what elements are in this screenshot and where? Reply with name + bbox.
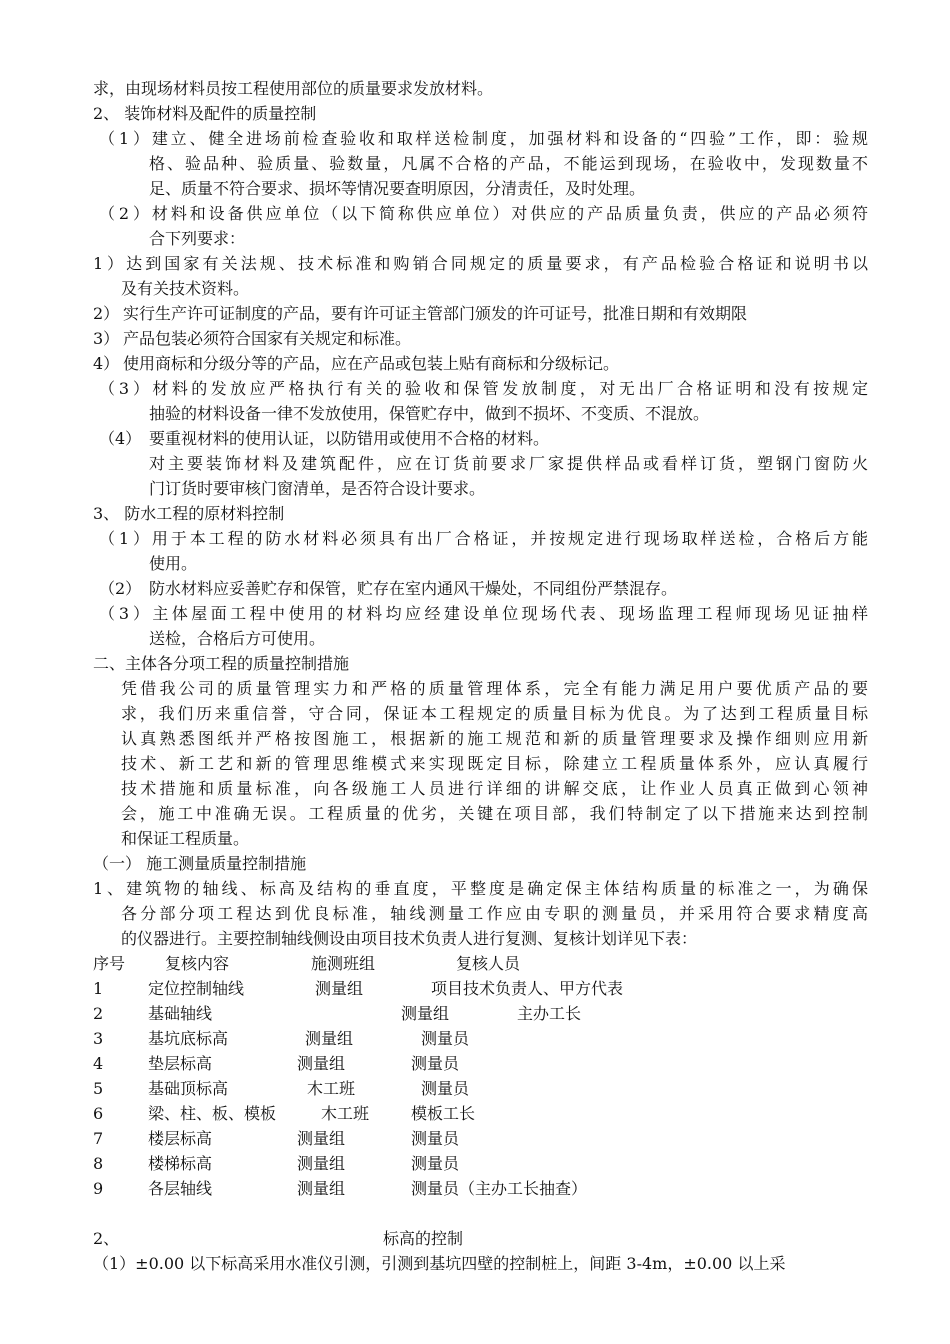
item-text: 材料的发放应严格执行有关的验收和保管发放制度，对无出厂合格证明和没有按规定 xyxy=(149,379,868,398)
cell-content: 楼层标高 xyxy=(148,1129,213,1148)
item-text: 防水材料应妥善贮存和保管，贮存在室内通风干燥处，不同组份严禁混存。 xyxy=(149,579,678,598)
cell-team: 测量组 xyxy=(401,1004,450,1023)
item-label: （3） xyxy=(99,604,149,623)
cell-reviewer: 测量员（主办工长抽查） xyxy=(411,1179,588,1198)
cell-content: 基坑底标高 xyxy=(148,1029,229,1048)
table-row xyxy=(93,1076,868,1101)
table-row xyxy=(93,1001,868,1026)
section-heading: 2、 装饰材料及配件的质量控制 xyxy=(93,104,317,123)
table-row xyxy=(93,976,868,1001)
cell-reviewer: 项目技术负责人、甲方代表 xyxy=(431,979,624,998)
col-header-content: 复核内容 xyxy=(165,954,230,973)
cell-seq: 9 xyxy=(93,1179,104,1198)
section-heading: 3、 防水工程的原材料控制 xyxy=(93,504,285,523)
list-item-paren-3 xyxy=(93,601,868,626)
cell-seq: 6 xyxy=(93,1104,104,1123)
cell-seq: 5 xyxy=(93,1079,104,1098)
cell-seq: 3 xyxy=(93,1029,104,1048)
table-row xyxy=(93,1176,868,1201)
section-heading xyxy=(93,1226,868,1251)
cell-reviewer: 测量员 xyxy=(411,1154,460,1173)
item-label: （1） xyxy=(99,529,149,548)
list-item-num-4 xyxy=(93,351,868,376)
table-row xyxy=(93,1026,868,1051)
cell-reviewer: 测量员 xyxy=(411,1129,460,1148)
cell-team: 测量组 xyxy=(297,1154,346,1173)
cell-team: 测量组 xyxy=(315,979,364,998)
subsection-heading: （一） 施工测量质量控制措施 xyxy=(93,854,307,873)
paragraph-line: 会，施工中准确无误。工程质量的优劣，关键在项目部，我们特制定了以下措施来达到控制 xyxy=(121,804,868,823)
item-text: 主体屋面工程中使用的材料均应经建设单位现场代表、现场监理工程师现场见证抽样 xyxy=(149,604,868,623)
text-line: （1）±0.00 以下标高采用水准仪引测，引测到基坑四壁的控制桩上，间距 3-4m，±0.00 以上采 xyxy=(93,1254,786,1273)
list-item-num-3 xyxy=(93,326,868,351)
cell-content: 基础轴线 xyxy=(148,1004,213,1023)
col-header-seq: 序号 xyxy=(93,954,126,973)
cell-reviewer: 主办工长 xyxy=(517,1004,582,1023)
item-label: 1） xyxy=(93,254,123,273)
paragraph-line: 和保证工程质量。 xyxy=(121,829,250,848)
text-line: 及有关技术资料。 xyxy=(121,279,250,298)
text-line: 合下列要求： xyxy=(149,229,246,248)
text-line: 送检，合格后方可使用。 xyxy=(149,629,326,648)
cell-content: 垫层标高 xyxy=(148,1054,213,1073)
item-label: （4） xyxy=(99,429,142,448)
item-label: 4） xyxy=(93,354,120,373)
chapter-heading: 二、主体各分项工程的质量控制措施 xyxy=(93,654,350,673)
list-item-paren-2 xyxy=(93,576,868,601)
cell-content: 梁、柱、板、模板 xyxy=(148,1104,277,1123)
cell-content: 定位控制轴线 xyxy=(148,979,245,998)
item-text: 要重视材料的使用认证，以防错用或使用不合格的材料。 xyxy=(149,429,550,448)
text-line: 使用。 xyxy=(149,554,198,573)
table-row xyxy=(93,1126,868,1151)
item-text: 使用商标和分级分等的产品，应在产品或包装上贴有商标和分级标记。 xyxy=(123,354,620,373)
list-item-num-2 xyxy=(93,301,868,326)
list-item-paren-1 xyxy=(93,126,868,151)
document-page xyxy=(93,76,868,1276)
col-header-team: 施测班组 xyxy=(311,954,376,973)
spacer xyxy=(93,1201,868,1226)
list-item-paren-3 xyxy=(93,376,868,401)
item-label: （2） xyxy=(99,204,149,223)
cell-seq: 4 xyxy=(93,1054,104,1073)
text-line: 对主要装饰材料及建筑配件，应在订货前要求厂家提供样品或看样订货，塑钢门窗防火 xyxy=(149,454,868,473)
table-row xyxy=(93,1051,868,1076)
cell-seq: 1 xyxy=(93,979,104,998)
cell-team: 测量组 xyxy=(305,1029,354,1048)
text-line: 门订货时要审核门窗清单，是否符合设计要求。 xyxy=(149,479,486,498)
paragraph-line: 认真熟悉图纸并严格按图施工，根据新的施工规范和新的质量管理要求及操作细则应用新 xyxy=(121,729,868,748)
cell-reviewer: 测量员 xyxy=(421,1079,470,1098)
list-item-num-1 xyxy=(93,251,868,276)
item-text: 建筑物的轴线、标高及结构的垂直度，平整度是确定保主体结构质量的标准之一，为确保 xyxy=(123,879,868,898)
text-line: 足、质量不符合要求、损坏等情况要查明原因，分清责任，及时处理。 xyxy=(149,179,646,198)
text-line: 抽验的材料设备一律不发放使用，保管贮存中，做到不损坏、不变质、不混放。 xyxy=(149,404,710,423)
list-item-num-1 xyxy=(93,876,868,901)
table-header xyxy=(93,951,868,976)
paragraph-line: 凭借我公司的质量管理实力和严格的质量管理体系，完全有能力满足用户要优质产品的要 xyxy=(121,679,868,698)
item-text: 材料和设备供应单位（以下简称供应单位）对供应的产品质量负责，供应的产品必须符 xyxy=(149,204,868,223)
item-label: 2） xyxy=(93,304,120,323)
paragraph-line: 技术措施和质量标准，向各级施工人员进行详细的讲解交底，让作业人员真正做到心领神 xyxy=(121,779,868,798)
text-line: 求，由现场材料员按工程使用部位的质量要求发放材料。 xyxy=(93,79,494,98)
item-text: 产品包装必须符合国家有关规定和标准。 xyxy=(123,329,412,348)
cell-team: 测量组 xyxy=(297,1054,346,1073)
text-line: 各分部分项工程达到优良标准，轴线测量工作应由专职的测量员，并采用符合要求精度高 xyxy=(121,904,868,923)
cell-reviewer: 测量员 xyxy=(411,1054,460,1073)
cell-seq: 8 xyxy=(93,1154,104,1173)
item-text: 用于本工程的防水材料必须具有出厂合格证，并按规定进行现场取样送检，合格后方能 xyxy=(149,529,868,548)
item-label: 1、 xyxy=(93,879,123,898)
list-item-paren-4 xyxy=(93,426,868,451)
item-label: （1） xyxy=(99,129,149,148)
cell-reviewer: 模板工长 xyxy=(411,1104,476,1123)
table-row xyxy=(93,1101,868,1126)
item-text: 标高的控制 xyxy=(383,1229,464,1248)
cell-team: 木工班 xyxy=(307,1079,356,1098)
cell-team: 测量组 xyxy=(297,1179,346,1198)
table-row xyxy=(93,1151,868,1176)
cell-team: 测量组 xyxy=(297,1129,346,1148)
cell-content: 基础顶标高 xyxy=(148,1079,229,1098)
item-label: 2、 xyxy=(93,1229,120,1248)
item-text: 实行生产许可证制度的产品，要有许可证主管部门颁发的许可证号，批准日期和有效期限 xyxy=(123,304,748,323)
text-line: 的仪器进行。主要控制轴线侧设由项目技术负责人进行复测、复核计划详见下表： xyxy=(121,929,698,948)
item-text: 建立、健全进场前检查验收和取样送检制度，加强材料和设备的“四验”工作，即：验规 xyxy=(149,129,868,148)
cell-reviewer: 测量员 xyxy=(421,1029,470,1048)
item-label: （2） xyxy=(99,579,142,598)
paragraph-line: 技术、新工艺和新的管理思维模式来实现既定目标，除建立工程质量体系外，应认真履行 xyxy=(121,754,868,773)
cell-content: 楼梯标高 xyxy=(148,1154,213,1173)
text-line: 格、验品种、验质量、验数量，凡属不合格的产品，不能运到现场，在验收中，发现数量不 xyxy=(149,154,868,173)
cell-seq: 7 xyxy=(93,1129,104,1148)
paragraph-line: 求，我们历来重信誉，守合同，保证本工程规定的质量目标为优良。为了达到工程质量目标 xyxy=(121,704,868,723)
item-label: 3） xyxy=(93,329,120,348)
cell-seq: 2 xyxy=(93,1004,104,1023)
item-text: 达到国家有关法规、技术标准和购销合同规定的质量要求，有产品检验合格证和说明书以 xyxy=(123,254,868,273)
cell-content: 各层轴线 xyxy=(148,1179,213,1198)
cell-team: 木工班 xyxy=(321,1104,370,1123)
col-header-reviewer: 复核人员 xyxy=(456,954,521,973)
list-item-paren-1 xyxy=(93,526,868,551)
list-item-paren-2 xyxy=(93,201,868,226)
item-label: （3） xyxy=(99,379,149,398)
